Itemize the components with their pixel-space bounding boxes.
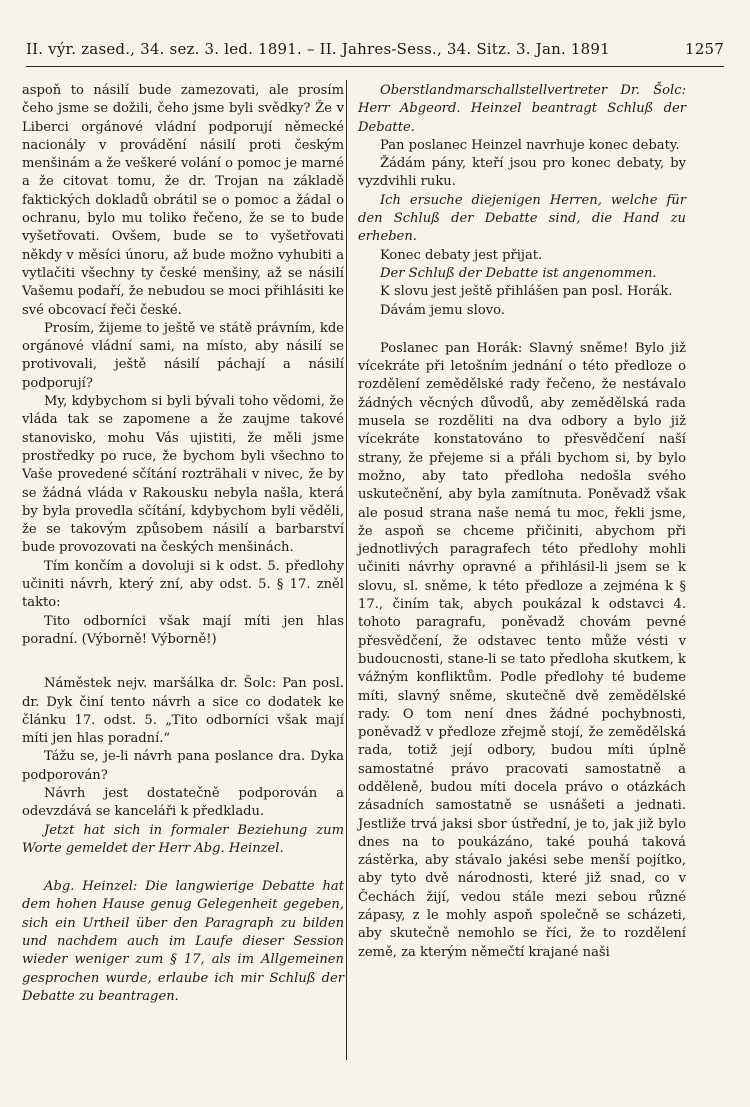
- paragraph: My, kdybychom si byli bývali toho vědomi, že vláda tak se zapomene a že zaujme takové stanovisko, mohu Vás ujistiti, že měli jsme prostředky po ruce, že bychom byli všechno to Vaše provedené sčítání rozträhali v nivec, že by se žádná vláda v Rakousku nebyla našla, která by byla provedla sčítání, kdybychom byli věděli, že se takovým způsobem násilí a barbarství bude provozovati na českých menšinách.: [22, 394, 344, 556]
- paragraph: Jetzt hat sich in formaler Beziehung zum Worte gemeldet der Herr Abg. Heinzel.: [22, 822, 344, 856]
- speaker-paragraph: Abg. Heinzel: Die langwierige Debatte hat dem hohen Hause genug Gelegenheit gegeben, sich ein Urtheil über den Paragraph zu bilden und nachdem auch im Laufe dieser Session wieder weniger zum § 17, als im Allgemeinen gesprochen wurde, erlaube ich mir Schluß der Debatte zu beantragen.: [22, 879, 344, 1004]
- left-column: [22, 82, 344, 1006]
- paragraph: Ich ersuche diejenigen Herren, welche für den Schluß der Debatte sind, die Hand zu erheben.: [358, 192, 686, 245]
- paragraph: Der Schluß der Debatte ist angenommen.: [380, 265, 657, 281]
- paragraph: Konec debaty jest přijat.: [380, 247, 543, 263]
- speaker-paragraph: Poslanec pan Horák: Slavný sněme! Bylo již vícekráte při letošním jednání o této předloze o rozdělení zemědělské rady řečeno, že nestávalo žádných věcných důvodů, aby zemědělská rada musela se rozděliti na dva odbory a bylo již vícekráte konstatováno to přesvědčení naší strany, že přejeme si a přáli bychom si, by bylo možno, aby tato předloha nedošla svého uskutečnění, aby byla zamítnuta. Poněvadž však ale posud strana naše nemá tu moc, řekli jsme, že aspoň se chceme přičiniti, abychom při jednotlivých paragrafech této předlohy mohli učiniti návrhy opravné a přihlásil-li jsem se k slovu, sl. sněme, k této předloze a zejména k § 17., činím tak, abych poukázal k odstavci 4. tohoto paragrafu, poněvadž chovám pevné přesvědčení, že odstavec tento může vésti v budoucnosti, stane-li se tato předloha skutkem, k vážným konfliktům. Podle předlohy té budeme míti, slavný sněme, skutečně dvě zemědělské rady. O tom není dnes žádné pochybnosti, poněvadž v předloze zřejmě stojí, že zemědělská rada, totiž její odbory, budou míti úplně samostatné právo pracovati samostatně a odděleně, budou míti docela právo o otázkách zásadních samostatně se usnášeti a jednati. Jestliže trvá jaksi sbor ústřední, je to, jak již bylo dnes na to poukázáno, také pouhá taková zástěrka, aby stávalo jakési sebe menší pojítko, aby tyto dvě národnosti, které již snad, co v Čechách žijí, vedou stále mezi sebou různé zápasy, z le mohly aspoň společně se scházeti, aby skutečně nemohlo se říci, že to rozdělení země, za kterým němečtí krajané naši: [358, 340, 686, 960]
- paragraph: Prosím, žijeme to ještě ve státě právním, kde orgánové vládní sami, na místo, aby násilí se protivovali, ještě násilí páchají a násilí podporují?: [22, 320, 344, 391]
- paragraph: K slovu jest ještě přihlášen pan posl. Horák.: [380, 284, 673, 300]
- page-number: 1257: [685, 40, 724, 58]
- speaker-paragraph: Náměstek nejv. maršálka dr. Šolc: Pan posl. dr. Dyk činí tento návrh a sice co dodatek ke článku 17. odst. 5. „Tito odborníci však mají míti jen hlas poradní.“: [22, 676, 344, 747]
- paragraph: Pan poslanec Heinzel navrhuje konec debaty.: [380, 137, 680, 153]
- right-column: [358, 82, 686, 962]
- speaker-paragraph: Oberstlandmarschallstellvertreter Dr. Šolc: Herr Abgeord. Heinzel beantragt Schluß der Debatte.: [358, 83, 686, 135]
- running-title: II. výr. zased., 34. sez. 3. led. 1891. – II. Jahres-Sess., 34. Sitz. 3. Jan. 1891: [26, 40, 610, 58]
- column-divider: [346, 80, 347, 1060]
- paragraph: Žádám pány, kteří jsou pro konec debaty, by vyzdvihli ruku.: [358, 156, 686, 190]
- paragraph: Tím končím a dovoluji si k odst. 5. předlohy učiniti návrh, který zní, aby odst. 5. § 17. zněl takto:: [22, 558, 344, 611]
- page-header: [26, 40, 724, 67]
- paragraph: Tážu se, je-li návrh pana poslance dra. Dyka podporován?: [22, 749, 344, 783]
- paragraph: Tito odborníci však mají míti jen hlas poradní. (Výborně! Výborně!): [22, 613, 344, 647]
- paragraph: Návrh jest dostatečně podporován a odevzdává se kanceláři k předkladu.: [22, 785, 344, 820]
- paragraph: Dávám jemu slovo.: [380, 302, 505, 318]
- paragraph: aspoň to násilí bude zamezovati, ale prosím čeho jsme se dožili, čeho jsme byli svědky? Že v Liberci orgánové vládní podporují německé nacionály v provádění násilí proti českým menšinám a že veškeré volání o pomoc je marné a že citovat tomu, že dr. Trojan na základě faktických dokladů obrátil se o pomoc a žádal o ochranu, bylo mu toliko řečeno, že se to bude vyšetřovati. Ovšem, bude se to vyšetřovati někdy v měsíci únoru, až bude možno vyhubiti a vytlačiti všechny ty české menšiny, až se násilí Vašemu podaří, že nebudou se moci přihlásiti ke své obcovací řeči české.: [22, 83, 344, 318]
